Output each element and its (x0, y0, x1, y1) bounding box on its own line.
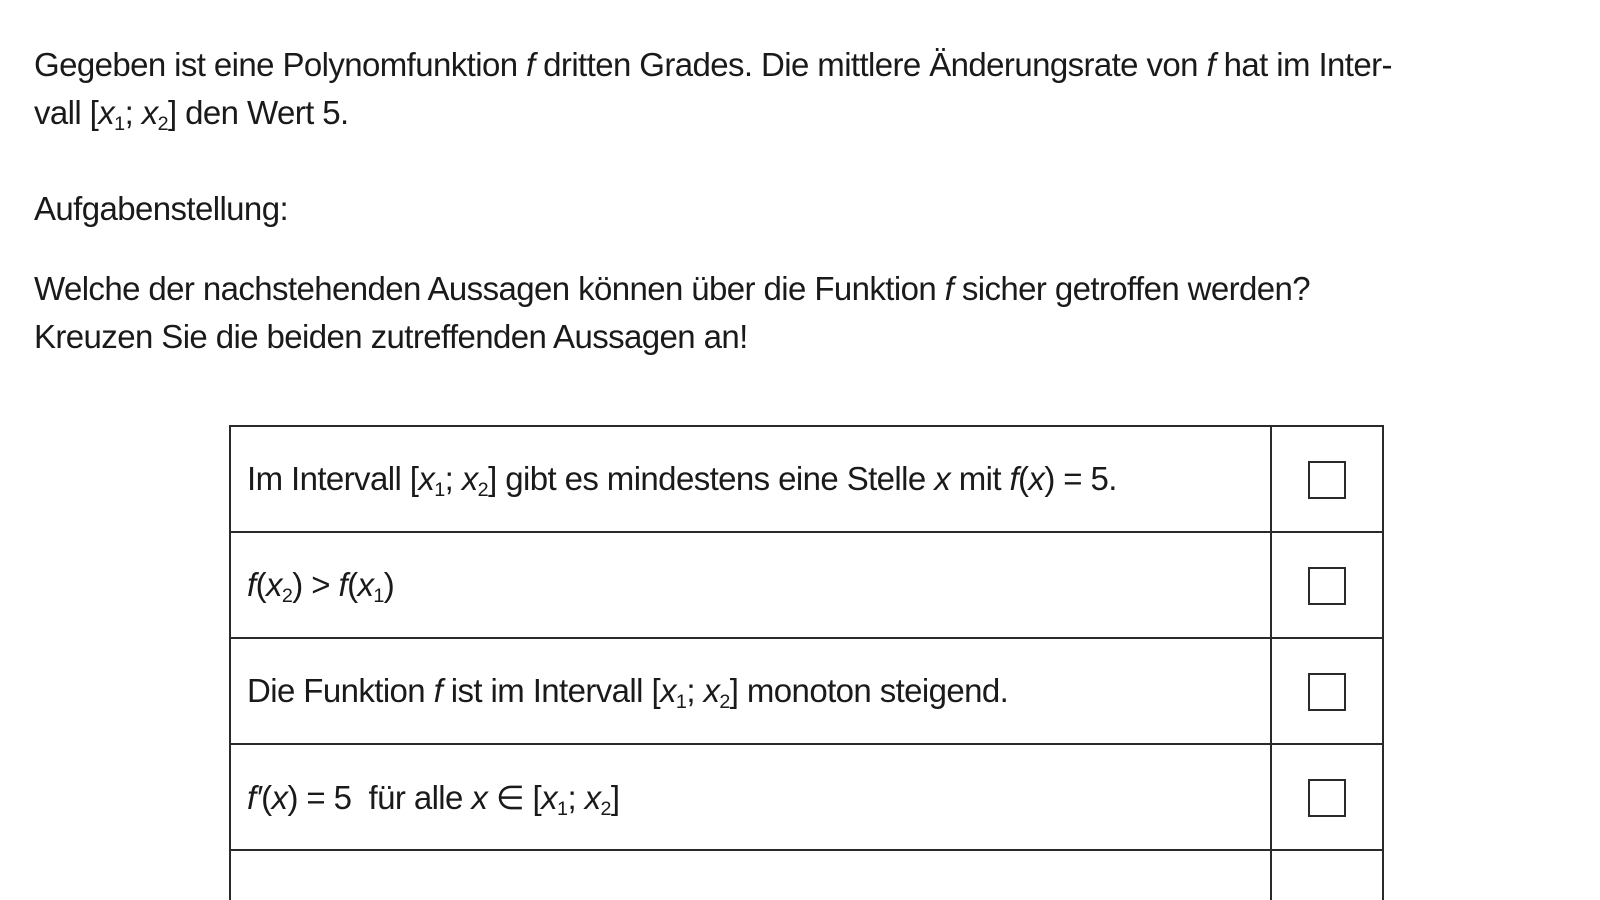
statement-text-fragment: 1 (373, 584, 384, 607)
function-symbol: f (944, 270, 954, 307)
intro-line-2 (34, 89, 1392, 137)
intro-line-1 (34, 41, 1392, 89)
subscript: 1 (114, 112, 125, 135)
statement-text-4 (230, 744, 1271, 850)
function-symbol: f (526, 46, 535, 83)
intro-text: hat im Inter- (1215, 46, 1392, 83)
statement-checkbox-1[interactable] (1308, 461, 1346, 499)
statement-text-fragment: x (934, 460, 951, 497)
statement-text-fragment: f (1009, 460, 1019, 497)
statement-text-fragment: f (247, 566, 256, 603)
statement-text-fragment: ; (444, 460, 462, 497)
statement-text-2 (230, 532, 1271, 638)
statement-text-fragment: ( (255, 566, 266, 603)
statement-text-fragment: ; (567, 778, 585, 816)
statement-text-fragment: x (271, 778, 288, 816)
statement-text-fragment: x (461, 460, 478, 497)
statement-text-fragment: ( (261, 778, 272, 816)
question-text: sicher getroffen werden? (953, 270, 1311, 307)
separator: ; (124, 94, 142, 131)
statement-checkbox-4[interactable] (1308, 779, 1346, 817)
statement-text-fragment: ( (1018, 460, 1029, 497)
statement-text-fragment: ] gibt es mindestens eine Stelle (488, 460, 935, 497)
statement-text-fragment: ] (610, 778, 620, 816)
intro-text: dritten Grades. Die mittlere Änderungsrate von (534, 46, 1207, 83)
task-heading: Aufgabenstellung: (34, 190, 289, 227)
variable-x: x (141, 94, 158, 131)
statement-text-fragment: 2 (477, 478, 489, 501)
statement-row-2 (230, 532, 1383, 638)
checkbox-cell-4 (1271, 744, 1383, 850)
statement-text-fragment: 2 (281, 584, 293, 607)
statement-text-fragment: 1 (675, 690, 687, 713)
statement-text-fragment: f (338, 566, 348, 603)
intro-text: Gegeben ist eine Polynomfunktion (34, 46, 527, 83)
question-line-1 (34, 265, 1310, 313)
function-symbol: f (1206, 46, 1216, 83)
statement-text-fragment: ) = 5. (1044, 460, 1117, 497)
statement-text-fragment: x (1028, 460, 1045, 497)
statement-text-fragment: ) = 5 für alle (287, 778, 472, 816)
subscript: 2 (157, 112, 169, 135)
statement-text-fragment: x (584, 778, 601, 816)
question-paragraph (34, 265, 1310, 361)
statement-text-fragment: 2 (719, 690, 730, 713)
statement-text-fragment: x (418, 460, 435, 497)
statement-text-fragment: 1 (434, 478, 445, 501)
checkbox-cell-2 (1271, 532, 1383, 638)
statements-table (229, 425, 1384, 900)
statement-text-fragment: ) (383, 566, 395, 603)
statement-text-1 (230, 426, 1271, 532)
statement-text-fragment: 2 (600, 797, 611, 820)
statement-text-fragment: ist im Intervall [ (442, 672, 661, 709)
statement-text-fragment: x (357, 566, 374, 603)
intro-paragraph (34, 41, 1392, 137)
statement-text-fragment: Die Funktion (247, 672, 434, 709)
statement-text-fragment: ∈ [ (487, 778, 542, 816)
statement-text-fragment: x (471, 778, 488, 816)
statement-text-3 (230, 638, 1271, 744)
statement-text-fragment: ] monoton steigend. (729, 672, 1009, 709)
statement-text-fragment: ( (347, 566, 358, 603)
checkbox-cell-5 (1271, 850, 1383, 900)
statement-checkbox-2[interactable] (1308, 567, 1346, 605)
statement-text-fragment: 1 (557, 797, 568, 820)
statement-text-fragment: ; (686, 672, 704, 709)
intro-text: ] den Wert 5. (168, 94, 349, 131)
statement-row-1 (230, 426, 1383, 532)
statement-text-fragment: x (703, 672, 720, 709)
statement-checkbox-3[interactable] (1308, 673, 1346, 711)
statement-text-fragment: f′ (247, 778, 262, 816)
statement-row-5-partial (230, 850, 1383, 900)
question-text: Welche der nachstehenden Aussagen können über die Funktion (34, 270, 945, 307)
intro-text: vall [ (34, 94, 99, 131)
statement-text-fragment: ) > (292, 566, 339, 603)
statement-row-4 (230, 744, 1383, 850)
statement-text-fragment: x (660, 672, 676, 709)
statement-text-fragment: mit (950, 460, 1010, 497)
statement-text-fragment: x (541, 778, 558, 816)
checkbox-cell-1 (1271, 426, 1383, 532)
variable-x: x (98, 94, 115, 131)
statement-text-fragment: f (433, 672, 443, 709)
checkbox-cell-3 (1271, 638, 1383, 744)
statement-row-3 (230, 638, 1383, 744)
statement-text-fragment: x (265, 566, 282, 603)
statement-text-fragment: Im Intervall [ (247, 460, 419, 497)
statement-text-5 (230, 850, 1271, 900)
question-line-2: Kreuzen Sie die beiden zutreffenden Aussagen an! (34, 318, 748, 355)
